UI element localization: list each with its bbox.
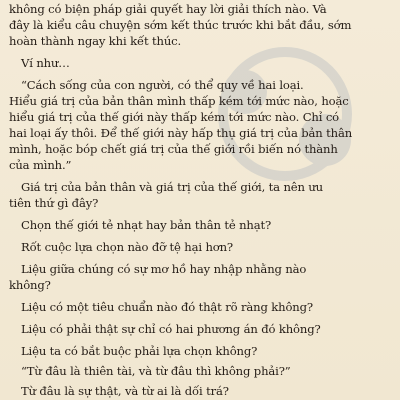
text-line-11: Giá trị của bản thân và giá trị của thế giới, ta nên ưu — [21, 180, 323, 194]
text-line-8: hai loại ấy thôi. Để thế giới này hấp thụ giá trị của bản thân — [9, 126, 353, 140]
text-line-14: Rốt cuộc lựa chọn nào đỡ tệ hại hơn? — [21, 240, 233, 254]
text-line-2: đây là kiểu câu chuyện sớm kết thúc trước khi bắt đầu, sớm — [9, 18, 352, 32]
text-line-15: Liệu giữa chúng có sự mơ hồ hay nhập nhằng nào — [21, 262, 307, 276]
text-line-16: không? — [9, 278, 51, 292]
text-line-3: hoàn thành ngay khi kết thúc. — [9, 34, 182, 48]
text-line-21: Từ đâu là sự thật, và từ ai là dối trá? — [21, 384, 229, 398]
text-line-7: hiểu giá trị của thế giới này thấp kém tới mức nào. Chỉ có — [9, 110, 340, 124]
text-line-4: Ví như… — [21, 56, 70, 70]
text-line-1: không có biện pháp giải quyết hay lời giải thích nào. Và — [9, 2, 327, 16]
text-line-18: Liệu có phải thật sự chỉ có hai phương án đó không? — [21, 322, 321, 336]
text-line-12: tiên thứ gì đây? — [9, 196, 99, 210]
text-line-6: Hiểu giá trị của bản thân mình thấp kém tới mức nào, hoặc — [9, 94, 349, 108]
text-line-20: “Từ đâu là thiên tài, và từ đâu thì không phải?” — [21, 364, 291, 378]
text-line-9: mình, hoặc bóp chết giá trị của thế giới rồi biến nó thành — [9, 142, 338, 156]
text-line-13: Chọn thế giới tẻ nhạt hay bản thân tẻ nhạt? — [21, 218, 272, 232]
text-line-17: Liệu có một tiêu chuẩn nào đó thật rõ ràng không? — [21, 300, 313, 314]
text-line-19: Liệu ta có bắt buộc phải lựa chọn không? — [21, 344, 258, 358]
text-line-5: “Cách sống của con người, có thể quy về hai loại. — [21, 78, 304, 92]
text-line-10: của mình.” — [9, 158, 72, 172]
